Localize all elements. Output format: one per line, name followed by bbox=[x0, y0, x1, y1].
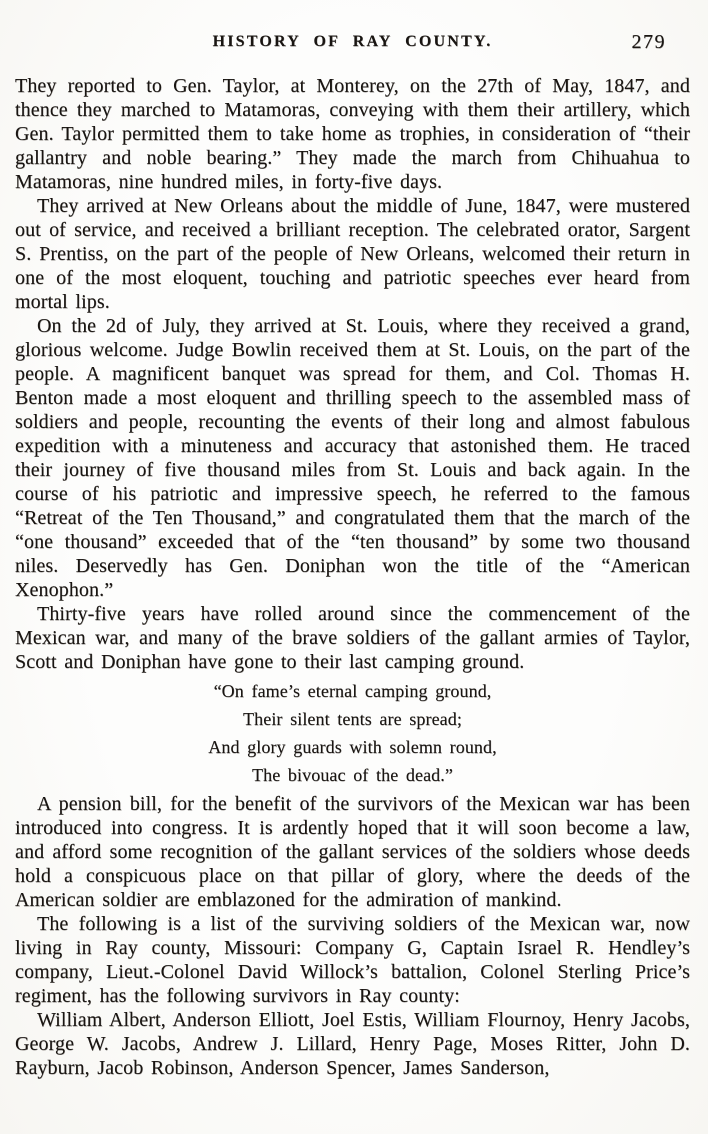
poem-line: Their silent tents are spread; bbox=[243, 709, 462, 729]
paragraph: The following is a list of the surviving soldiers of the Mexican war, now living in Ray county, Missouri: Company G, Captain Israel R. Hendley’s company, Lieut.-Colonel David Willock’s battalion, Colonel Sterling Price’s regiment, has the following survivors in Ray county: bbox=[15, 913, 690, 1007]
poem-block bbox=[15, 677, 690, 789]
page-number: 279 bbox=[631, 31, 666, 53]
poem-line: “On fame’s eternal camping ground, bbox=[213, 681, 492, 701]
poem-line: And glory guards with solemn round, bbox=[208, 737, 497, 757]
paragraph: A pension bill, for the benefit of the survivors of the Mexican war has been introduced into congress. It is ardently hoped that it will soon become a law, and afford some recognition of the gallant services of the soldiers whose deeds hold a conspicuous place on that pillar of glory, where the deeds of the American soldier are emblazoned for the admiration of mankind. bbox=[15, 793, 690, 911]
page-body bbox=[15, 74, 690, 1080]
page-header-title: HISTORY OF RAY COUNTY. bbox=[212, 33, 493, 50]
paragraph: They reported to Gen. Taylor, at Monterey, on the 27th of May, 1847, and thence they marched to Matamoras, conveying with them their artillery, which Gen. Taylor permitted them to take home as trophies, in consideration of “their gallantry and noble bearing.” They made the march from Chihuahua to Matamoras, nine hundred miles, in forty-five days. bbox=[15, 75, 690, 193]
paragraph: Thirty-five years have rolled around since the commencement of the Mexican war, and many of the brave soldiers of the gallant armies of Taylor, Scott and Doniphan have gone to their last camping ground. bbox=[15, 603, 690, 673]
paragraph: On the 2d of July, they arrived at St. Louis, where they received a grand, glorious welcome. Judge Bowlin received them at St. Louis, on the part of the people. A magnificent banquet was spread for them, and Col. Thomas H. Benton made a most eloquent and thrilling speech to the assembled mass of soldiers and people, recounting the events of their long and almost fabulous expedition with a minuteness and accuracy that astonished them. He traced their journey of five thousand miles from St. Louis and back again. In the course of his patriotic and impressive speech, he referred to the famous “Retreat of the Ten Thousand,” and congratulated them that the march of the “one thousand” exceeded that of the “ten thousand” by some two thousand niles. Deservedly has Gen. Doniphan won the title of the “American Xenophon.” bbox=[15, 315, 690, 601]
paragraph: They arrived at New Orleans about the middle of June, 1847, were mustered out of service, and received a brilliant reception. The celebrated orator, Sargent S. Prentiss, on the part of the people of New Orleans, welcomed their return in one of the most eloquent, touching and patriotic speeches ever heard from mortal lips. bbox=[15, 195, 690, 313]
poem-line: The bivouac of the dead.” bbox=[252, 765, 453, 785]
running-head bbox=[15, 31, 690, 53]
paragraph: William Albert, Anderson Elliott, Joel Estis, William Flournoy, Henry Jacobs, George W. Jacobs, Andrew J. Lillard, Henry Page, Moses Ritter, John D. Rayburn, Jacob Robinson, Anderson Spencer, James Sanderson, bbox=[15, 1009, 690, 1079]
